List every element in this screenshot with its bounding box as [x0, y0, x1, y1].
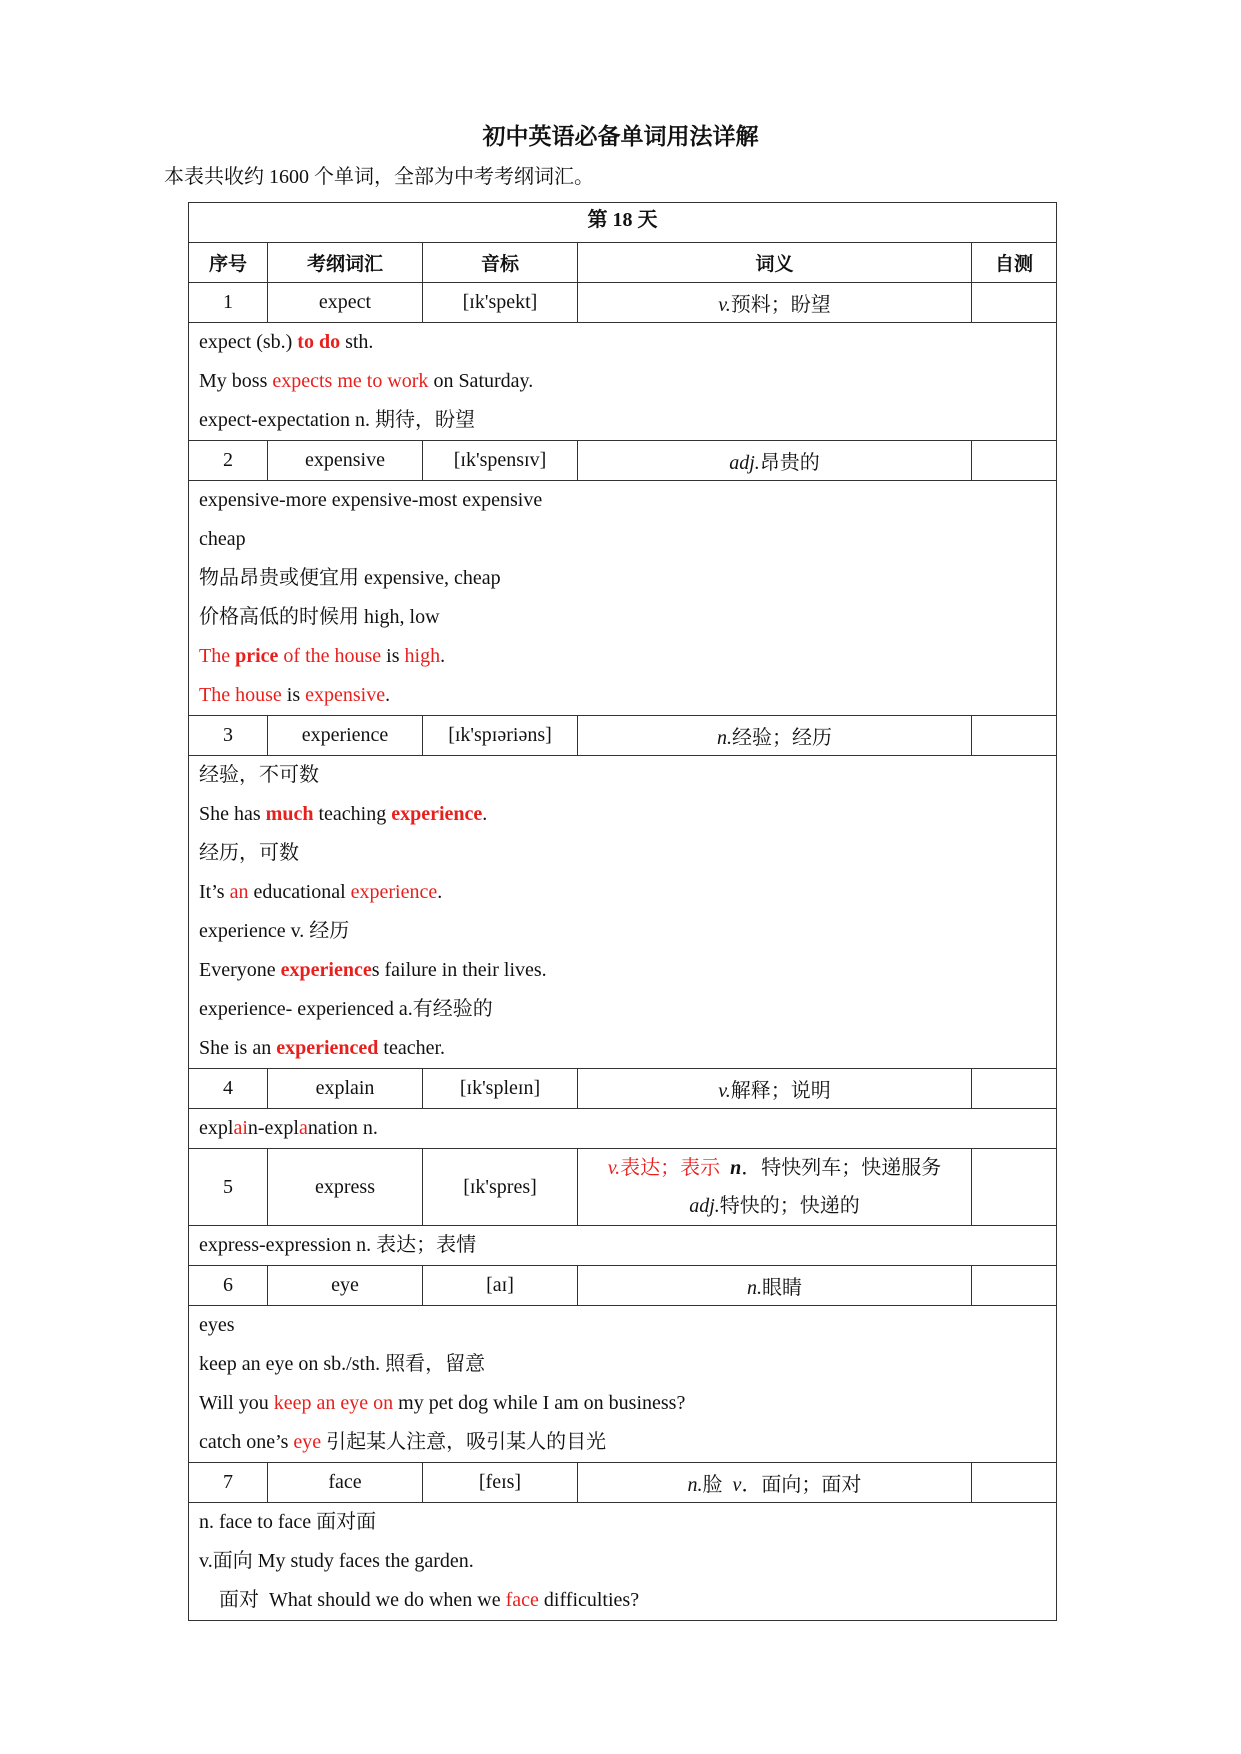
- example-sentence: Will you keep an eye on my pet dog while I am on business?: [199, 1392, 686, 1414]
- word-meaning-text: 解释；说明: [730, 1080, 831, 1102]
- word-meaning: [578, 716, 972, 756]
- word-row: [189, 1149, 1057, 1226]
- note-line: catch one’s eye 引起某人注意，吸引某人的目光: [199, 1431, 607, 1453]
- word-meaning: v.表达；表示 n．特快列车；快递服务 adj.特快的；快递的: [578, 1149, 972, 1226]
- word-phonetic: [ɪk'spekt]: [423, 283, 578, 323]
- word-no: 3: [189, 716, 268, 756]
- word-pos: v.: [718, 1080, 731, 1102]
- self-test-cell[interactable]: [972, 283, 1057, 323]
- header-selftest: 自测: [972, 243, 1057, 283]
- word-row: [189, 1463, 1057, 1503]
- word-pos: n.: [687, 1474, 703, 1496]
- day-label: 第 18 天: [189, 203, 1057, 243]
- example-sentence: v.面向 My study faces the garden.: [199, 1550, 474, 1572]
- note-line: eyes: [199, 1314, 235, 1336]
- note-cell: [189, 756, 1057, 1069]
- word-no: 2: [189, 441, 268, 481]
- word-meaning-text: 经验；经历: [732, 727, 832, 749]
- word-row: [189, 1266, 1057, 1306]
- word-no: 7: [189, 1463, 268, 1503]
- note-row: [189, 1306, 1057, 1463]
- header-word: 考纲词汇: [268, 243, 423, 283]
- note-line: express-expression n. 表达；表情: [199, 1234, 477, 1256]
- note-row: [189, 1226, 1057, 1266]
- note-cell: [189, 1503, 1057, 1621]
- self-test-cell[interactable]: [972, 1149, 1057, 1226]
- intro-text: 本表共收约 1600 个单词，全部为中考考纲词汇。: [164, 166, 594, 188]
- example-sentence: The price of the house is high.: [199, 645, 446, 667]
- header-phonetic: 音标: [423, 243, 578, 283]
- word-pos: adj.: [729, 452, 760, 474]
- word-no: 4: [189, 1069, 268, 1109]
- note-cell: [189, 1226, 1057, 1266]
- word-pos: n.: [747, 1277, 762, 1299]
- word-meaning: [578, 1069, 972, 1109]
- word-meaning: [578, 1266, 972, 1306]
- word-text: expensive: [268, 441, 423, 481]
- word-row: [189, 283, 1057, 323]
- self-test-cell[interactable]: [972, 716, 1057, 756]
- page-title: 初中英语必备单词用法详解: [482, 123, 759, 150]
- word-text: explain: [268, 1069, 423, 1109]
- word-meaning-text: 昂贵的: [759, 452, 820, 474]
- word-no: 1: [189, 283, 268, 323]
- word-meaning: [578, 283, 972, 323]
- note-row: [189, 756, 1057, 1069]
- word-text: face: [268, 1463, 423, 1503]
- example-sentence: It’s an educational experience.: [199, 881, 443, 903]
- note-line: cheap: [199, 528, 246, 550]
- word-phonetic: [ɪk'spensɪv]: [423, 441, 578, 481]
- word-text: express: [268, 1149, 423, 1226]
- example-sentence: Everyone experiences failure in their lives.: [199, 959, 547, 981]
- note-line: expect-expectation n. 期待，盼望: [199, 409, 476, 431]
- note-row: [189, 323, 1057, 441]
- example-sentence: My boss expects me to work on Saturday.: [199, 370, 534, 392]
- note-line: experience v. 经历: [199, 920, 350, 942]
- self-test-cell[interactable]: [972, 1069, 1057, 1109]
- note-line: 经验，不可数: [199, 764, 319, 786]
- example-sentence: She has much teaching experience.: [199, 803, 488, 825]
- word-meaning-text: 眼睛: [762, 1277, 802, 1299]
- word-meaning: [578, 441, 972, 481]
- note-row: [189, 1109, 1057, 1149]
- example-sentence: 面对 What should we do when we face difficulties?: [199, 1589, 640, 1611]
- header-meaning: 词义: [578, 243, 972, 283]
- word-row: [189, 716, 1057, 756]
- word-text: expect: [268, 283, 423, 323]
- word-row: [189, 441, 1057, 481]
- word-meaning-text: 预料；盼望: [730, 294, 831, 316]
- self-test-cell[interactable]: [972, 1266, 1057, 1306]
- note-cell: [189, 1109, 1057, 1149]
- word-no: 6: [189, 1266, 268, 1306]
- word-phonetic: [aɪ]: [423, 1266, 578, 1306]
- word-pos: v.: [718, 294, 731, 316]
- self-test-cell[interactable]: [972, 441, 1057, 481]
- note-row: [189, 1503, 1057, 1621]
- word-row: [189, 1069, 1057, 1109]
- vocab-table: [188, 202, 1057, 1621]
- note-line: 价格高低的时候用 high, low: [199, 606, 440, 628]
- example-sentence: She is an experienced teacher.: [199, 1037, 446, 1059]
- note-line: 物品昂贵或便宜用 expensive, cheap: [199, 567, 501, 589]
- example-sentence: The house is expensive.: [199, 684, 391, 706]
- note-line: experience- experienced a.有经验的: [199, 998, 493, 1020]
- note-line: keep an eye on sb./sth. 照看，留意: [199, 1353, 486, 1375]
- word-phonetic: [ɪk'spleɪn]: [423, 1069, 578, 1109]
- word-meaning-text: 脸: [702, 1474, 723, 1496]
- note-cell: [189, 323, 1057, 441]
- word-meaning: n.脸 v．面向；面对: [578, 1463, 972, 1503]
- word-pos: n.: [717, 727, 732, 749]
- header-row: [189, 243, 1057, 283]
- note-line: 经历，可数: [199, 842, 299, 864]
- note-cell: [189, 481, 1057, 716]
- note-line: n. face to face 面对面: [199, 1511, 377, 1533]
- header-no: 序号: [189, 243, 268, 283]
- word-text: eye: [268, 1266, 423, 1306]
- note-line: expect (sb.) to do sth.: [199, 331, 374, 353]
- note-line: expensive-more expensive-most expensive: [199, 489, 543, 511]
- self-test-cell[interactable]: [972, 1463, 1057, 1503]
- note-line: explain-explanation n.: [199, 1117, 378, 1139]
- word-phonetic: [ɪk'spres]: [423, 1149, 578, 1226]
- note-row: [189, 481, 1057, 716]
- word-no: 5: [189, 1149, 268, 1226]
- word-phonetic: [ɪk'spɪəriəns]: [423, 716, 578, 756]
- word-text: experience: [268, 716, 423, 756]
- note-cell: [189, 1306, 1057, 1463]
- word-phonetic: [feɪs]: [423, 1463, 578, 1503]
